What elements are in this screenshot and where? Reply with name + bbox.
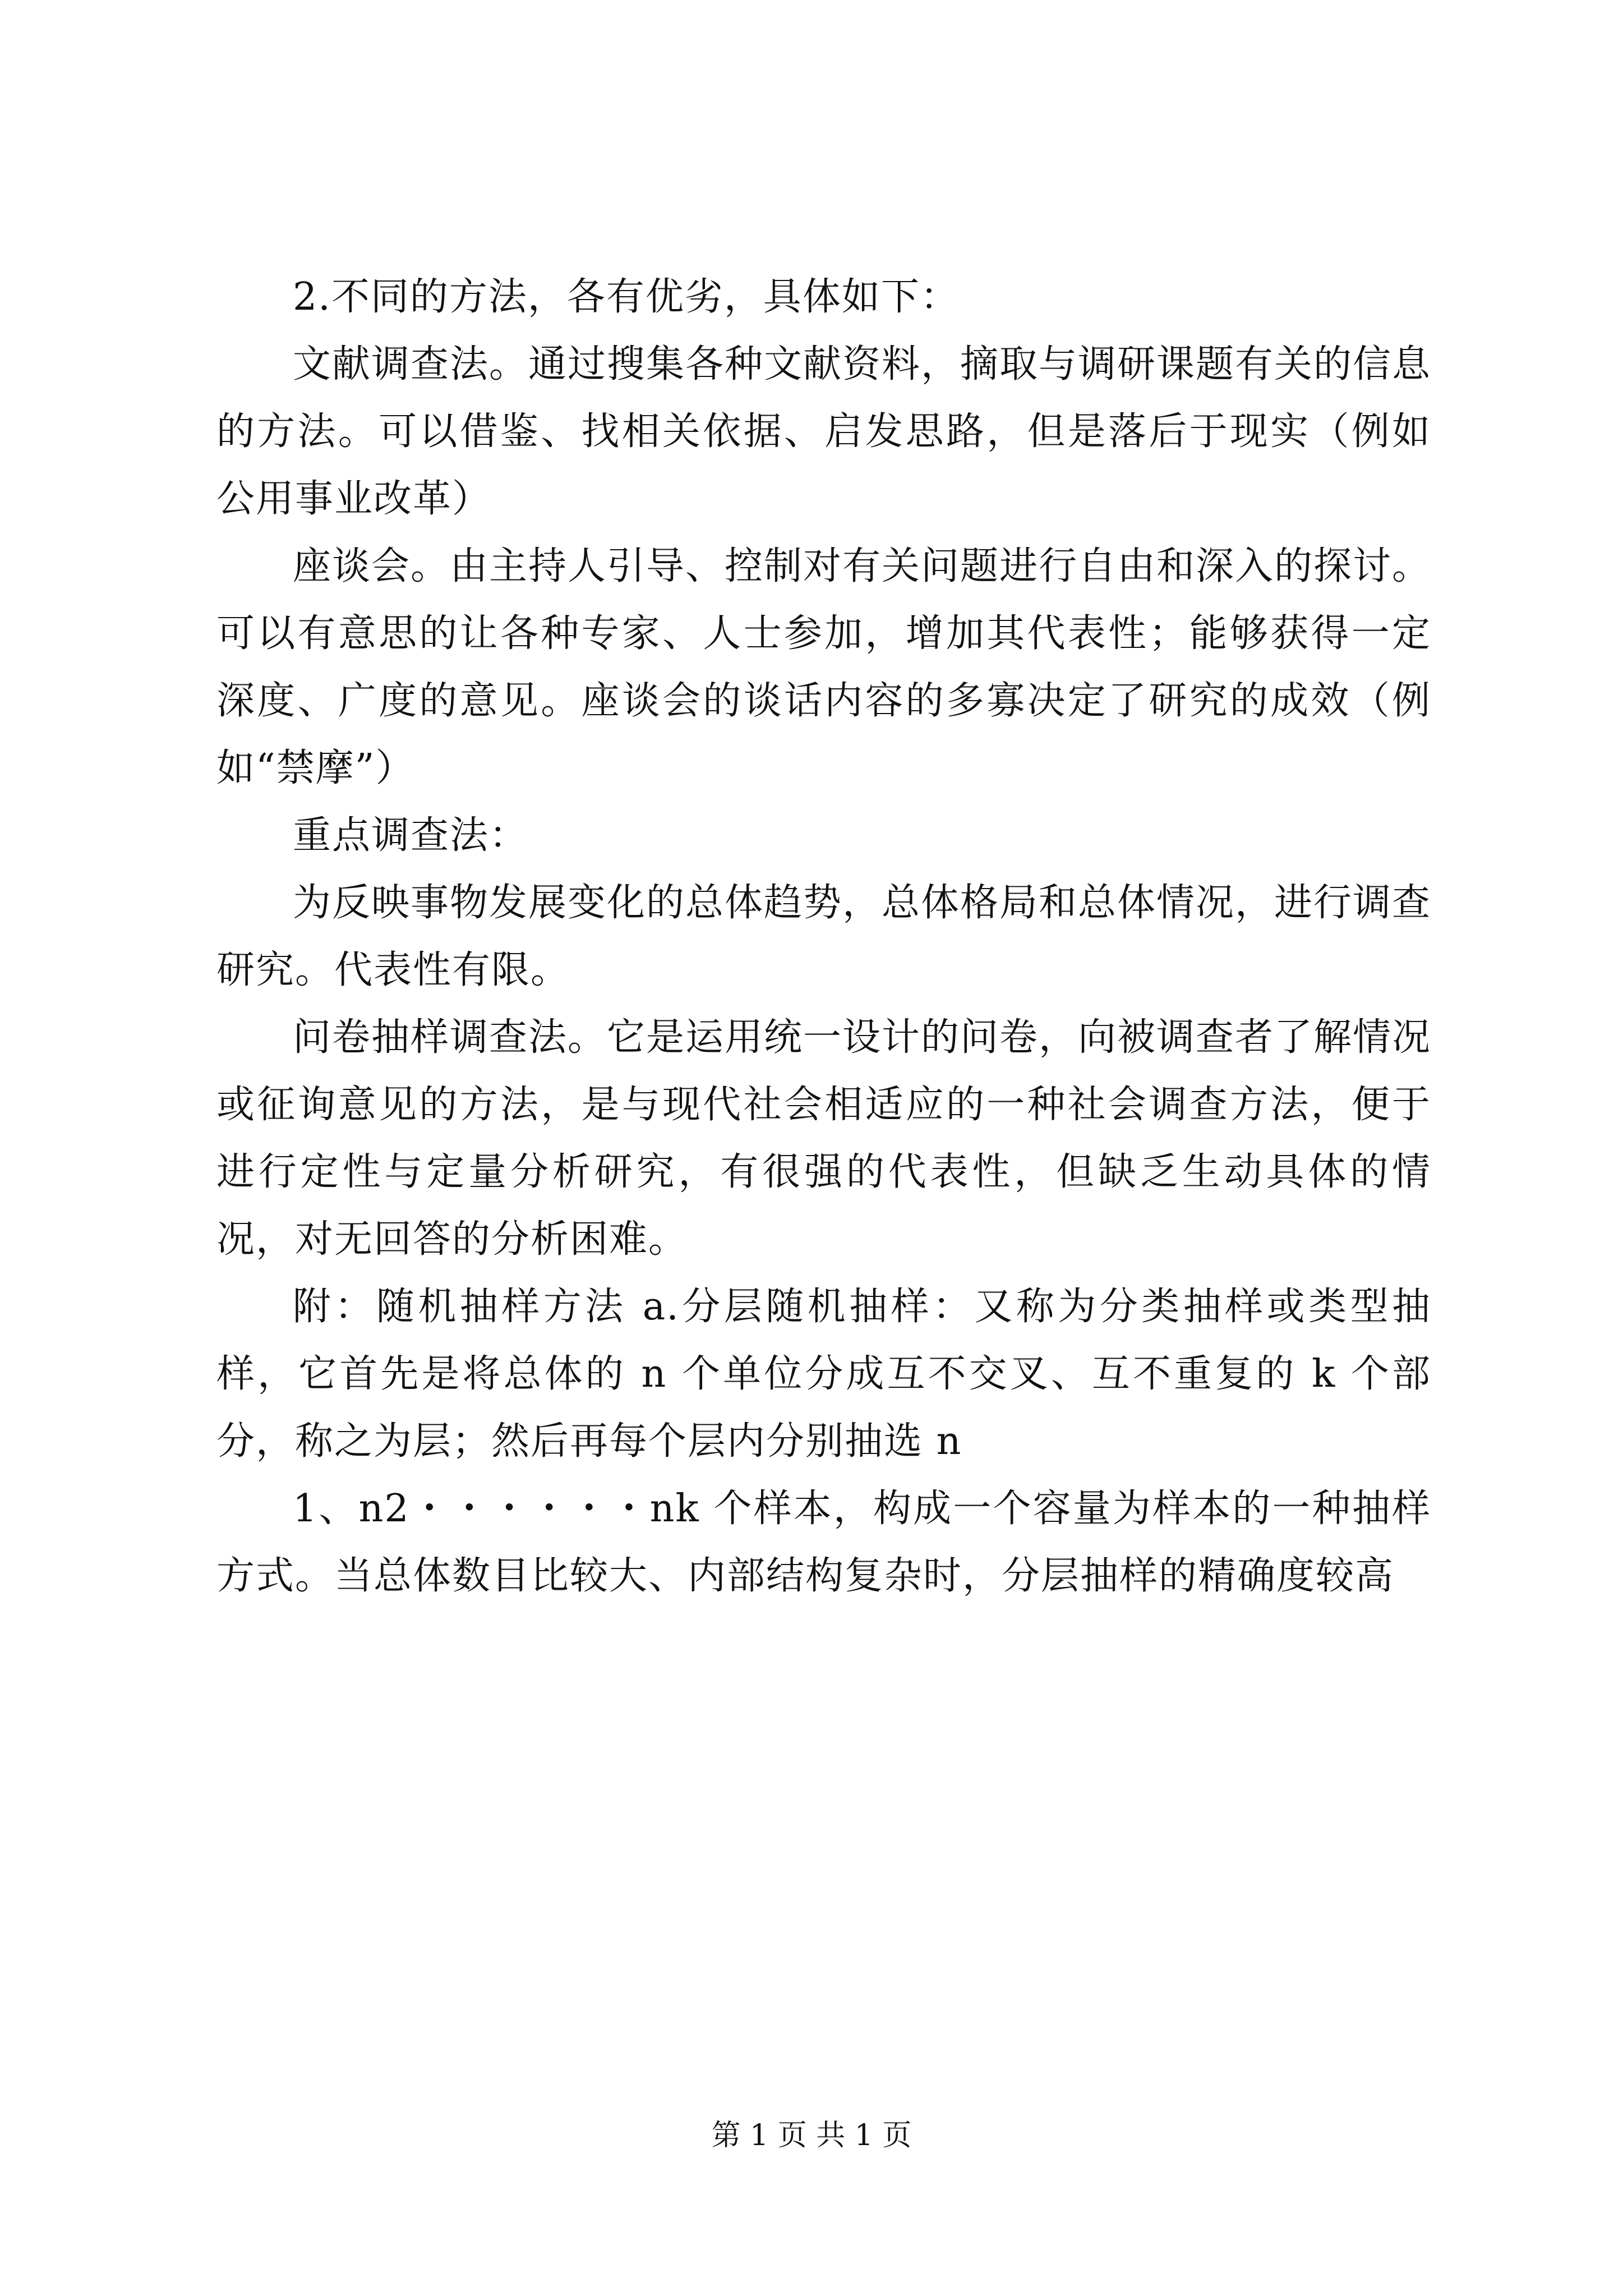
paragraph-symposium: 座谈会。由主持人引导、控制对有关问题进行自由和深入的探讨。可以有意思的让各种专家、人士参加，增加其代表性；能够获得一定深度、广度的意见。座谈会的谈话内容的多寡决定了研究的成效（例如“禁摩”） [216,544,1432,790]
document-body [216,264,1431,1610]
paragraph-questionnaire-survey: 问卷抽样调查法。它是运用统一设计的问卷，向被调查者了解情况或征询意见的方法，是与现代社会相适应的一种社会调查方法，便于进行定性与定量分析研究，有很强的代表性，但缺乏生动具体的情况，对无回答的分析困难。 [216,1015,1432,1262]
paragraph-literature-survey: 文献调查法。通过搜集各种文献资料，摘取与调研课题有关的信息的方法。可以借鉴、找相关依据、启发思路，但是落后于现实（例如公用事业改革） [216,342,1432,521]
paragraph-key-survey-body: 为反映事物发展变化的总体趋势，总体格局和总体情况，进行调查研究。代表性有限。 [216,881,1432,992]
paragraph-random-sampling: 附：随机抽样方法 a.分层随机抽样：又称为分类抽样或类型抽样，它首先是将总体的 n 个单位分成互不交叉、互不重复的 k 个部分，称之为层；然后再每个层内分别抽选 n [216,1285,1431,1464]
page-footer: 第 1 页 共 1 页 [711,2119,912,2152]
paragraph-key-survey-heading: 重点调查法： [293,813,529,858]
paragraph-methods-intro: 2.不同的方法，各有优劣，具体如下： [293,275,960,319]
paragraph-stratified-sampling: 1、n2・・・・・・nk 个样本，构成一个容量为样本的一种抽样方式。当总体数目比较大、内部结构复杂时，分层抽样的精确度较高 [216,1487,1431,1598]
